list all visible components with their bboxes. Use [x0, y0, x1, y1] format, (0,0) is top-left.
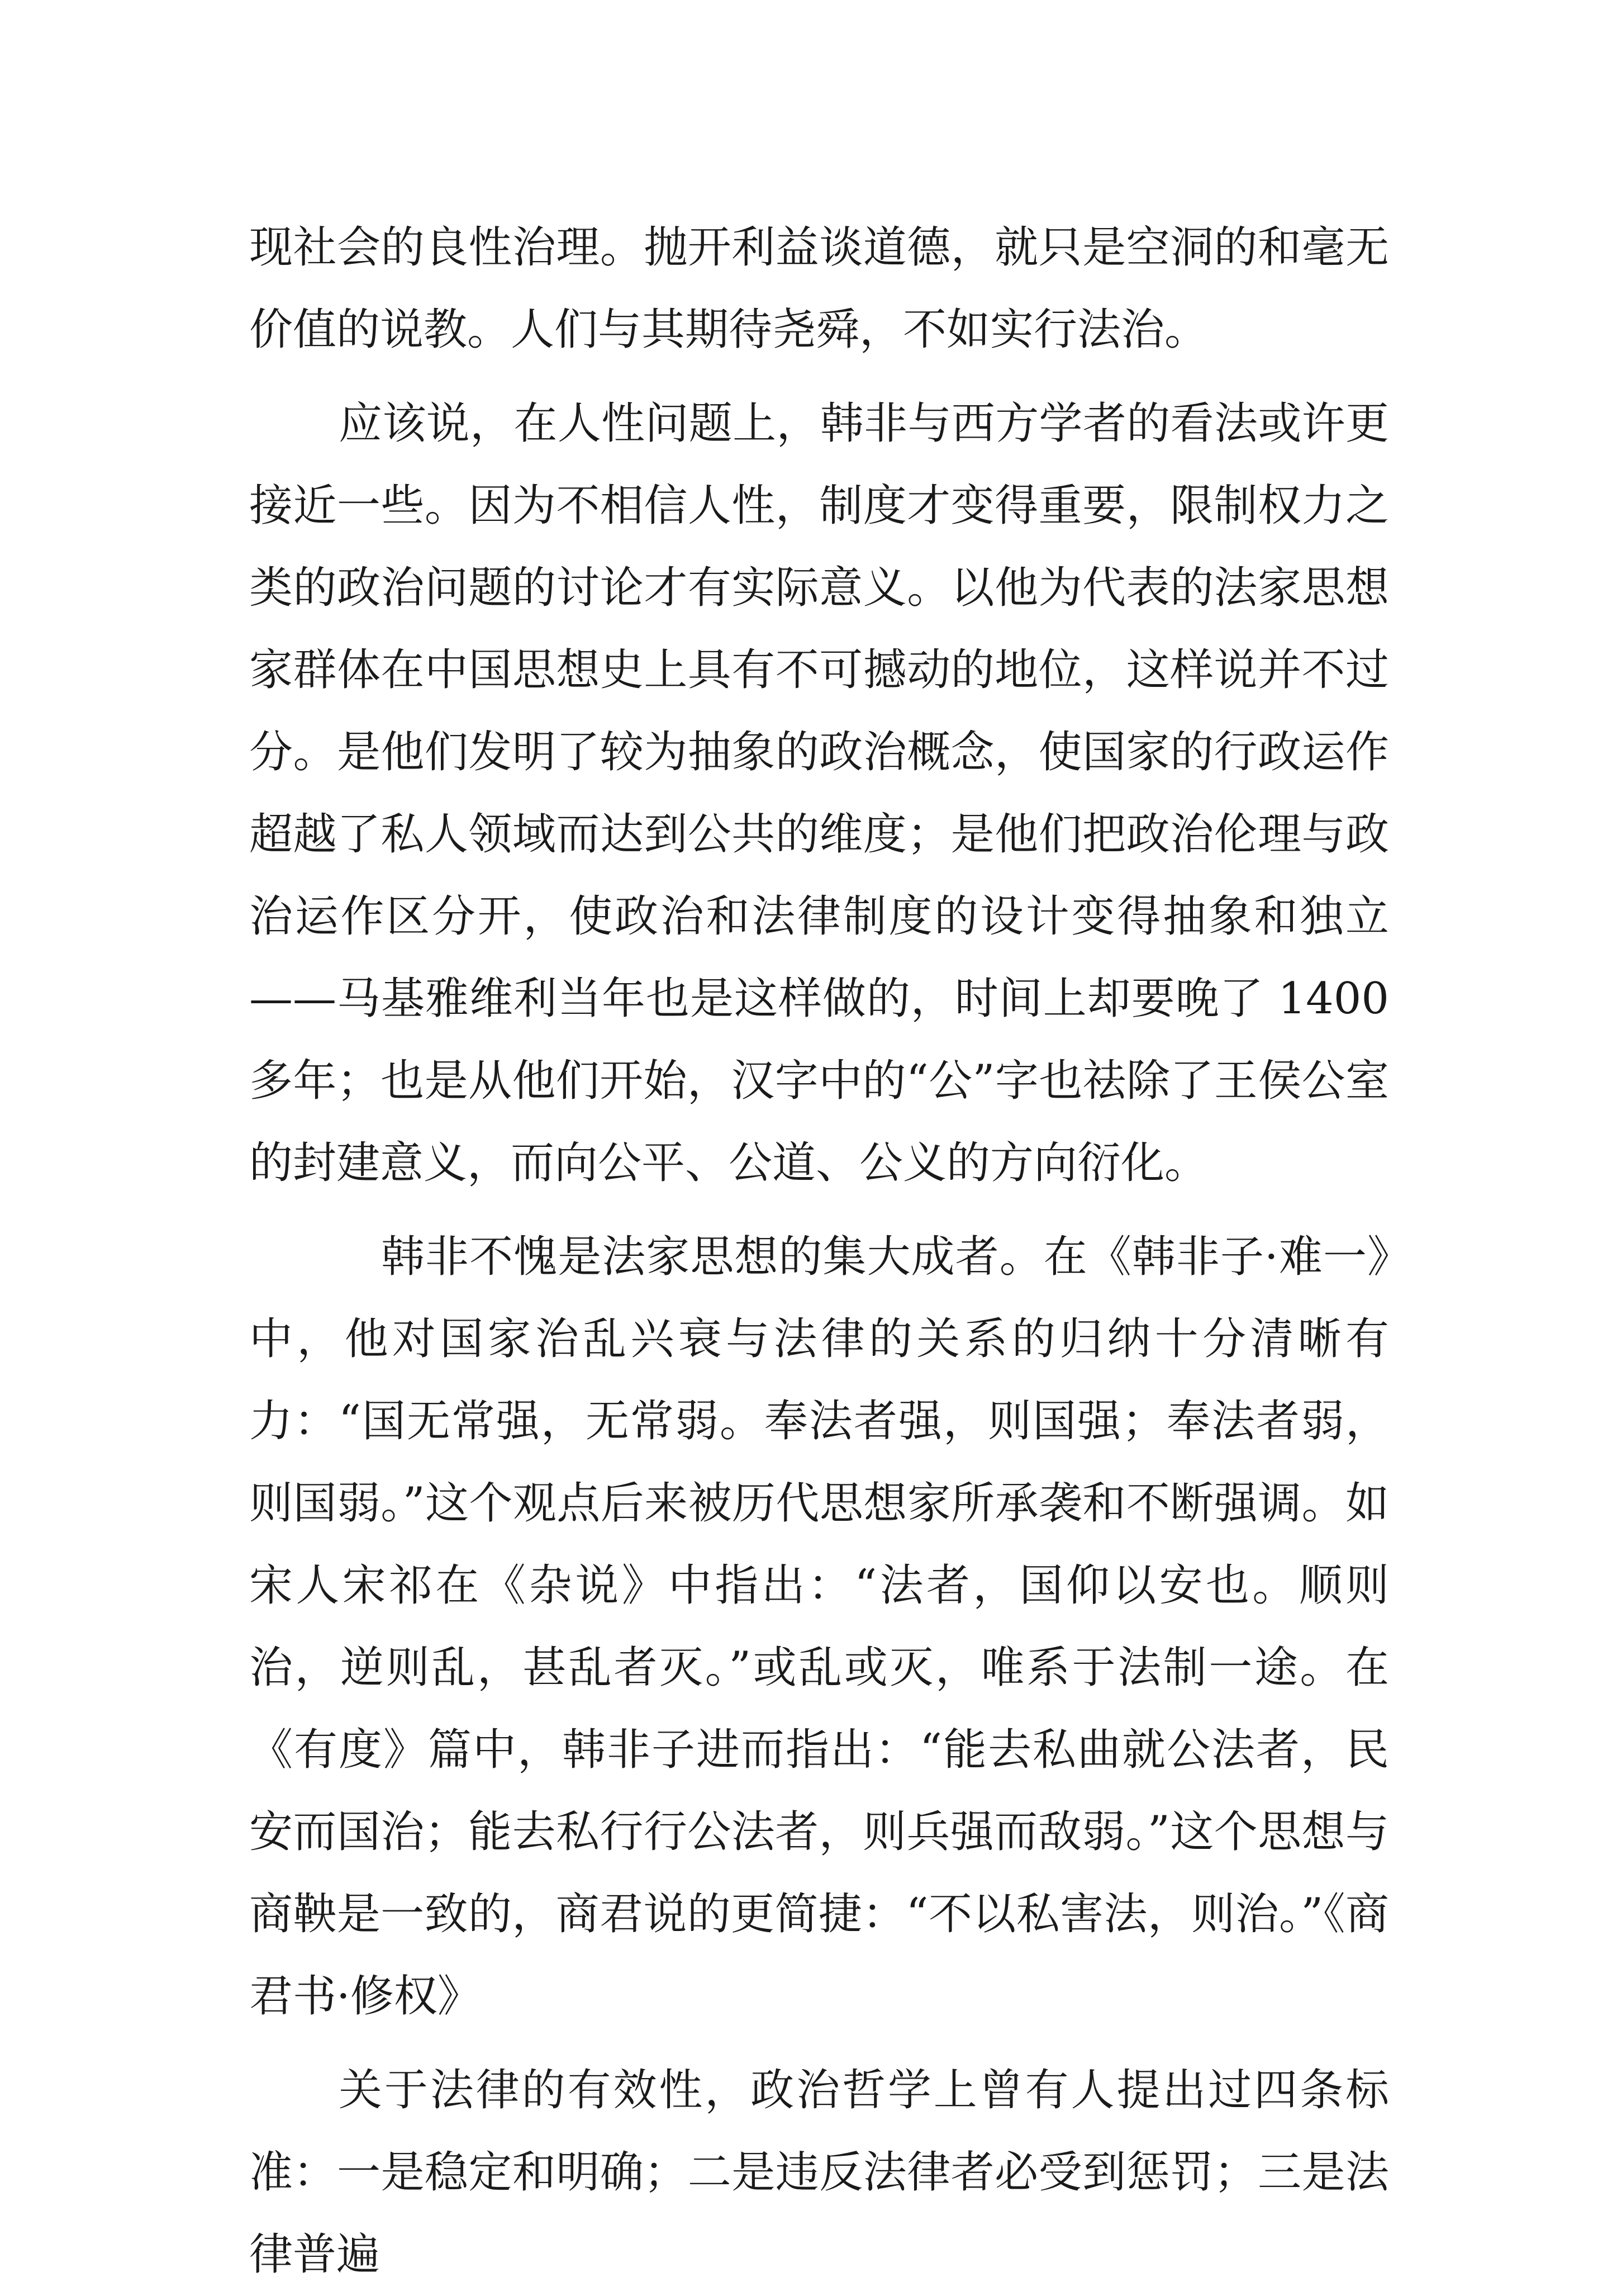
paragraph-2: 应该说，在人性问题上，韩非与西方学者的看法或许更接近一些。因为不相信人性，制度才变得重要，限制权力之类的政治问题的讨论才有实际意义。以他为代表的法家思想家群体在中国思想史上具有不可撼动的地位，这样说并不过分。是他们发明了较为抽象的政治概念，使国家的行政运作超越了私人领域而达到公共的维度；是他们把政治伦理与政治运作区分开，使政治和法律制度的设计变得抽象和独立——马基雅维利当年也是这样做的，时间上却要晚了 1400 多年；也是从他们开始，汉字中的“公”字也祛除了王侯公室的封建意义，而向公平、公道、公义的方向衍化。	[249, 399, 1389, 1188]
paragraph-1: 现社会的良性治理。抛开利益谈道德，就只是空洞的和毫无价值的说教。人们与其期待尧舜，不如实行法治。	[249, 222, 1389, 355]
paragraph-4: 关于法律的有效性，政治哲学上曾有人提出过四条标准：一是稳定和明确；二是违反法律者必受到惩罚；三是法律普遍	[249, 2065, 1389, 2280]
body-text	[249, 207, 1389, 2296]
paragraph-3: 韩非不愧是法家思想的集大成者。在《韩非子·难一》中，他对国家治乱兴衰与法律的关系的归纳十分清晰有力：“国无常强，无常弱。奉法者强，则国强；奉法者弱，则国弱。”这个观点后来被历代思想家所承袭和不断强调。如宋人宋祁在《杂说》中指出：“法者，国仰以安也。顺则治，逆则乱，甚乱者灭。”或乱或灭，唯系于法制一途。在《有度》篇中，韩非子进而指出：“能去私曲就公法者，民安而国治；能去私行行公法者，则兵强而敌弱。”这个思想与商鞅是一致的，商君说的更简捷：“不以私害法，则治。”《商君书·修权》	[249, 1232, 1389, 2022]
